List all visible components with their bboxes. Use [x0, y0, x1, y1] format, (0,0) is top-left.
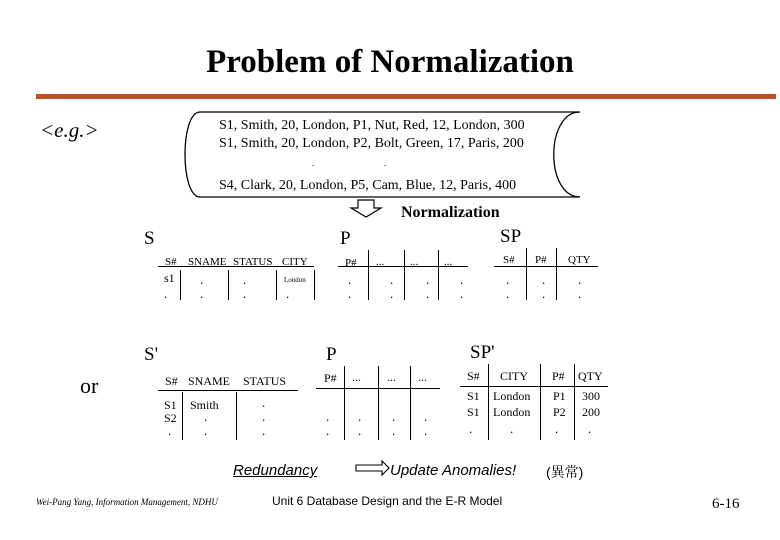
column-header: QTY	[568, 254, 591, 266]
cell: London	[284, 276, 306, 284]
column-header: CITY	[500, 369, 528, 383]
table-p-name: P	[326, 344, 337, 365]
cell: S1	[467, 389, 480, 403]
cell: London	[493, 405, 531, 419]
anomaly-note: (異常)	[546, 464, 584, 480]
cell: 300	[582, 389, 600, 403]
cell: S1	[164, 398, 177, 412]
column-header: ...	[352, 370, 361, 384]
cell: 200	[582, 405, 600, 419]
footer-author: Wei-Pang Yang, Information Management, NDHU	[36, 497, 218, 507]
column-header: ...	[418, 370, 427, 384]
redundancy-label: Redundancy	[233, 462, 318, 479]
cell: London	[493, 389, 531, 403]
cell: P1	[553, 389, 566, 403]
cell: s1	[164, 271, 175, 285]
column-header: ...	[376, 256, 385, 268]
down-arrow-icon	[351, 200, 381, 217]
table-s-name: S	[144, 228, 155, 249]
column-header: SNAME	[188, 374, 231, 388]
column-header: P#	[552, 369, 565, 383]
cell: P2	[553, 405, 566, 419]
column-header: S#	[165, 374, 178, 388]
example-label: <e.g.>	[40, 118, 99, 142]
record-line: S1, Smith, 20, London, P2, Bolt, Green, 17, Paris, 200	[219, 136, 524, 151]
normalization-label: Normalization	[401, 204, 500, 221]
column-header: P#	[324, 371, 337, 385]
column-header: S#	[503, 254, 515, 266]
table-s-prime-name: S'	[144, 344, 158, 365]
column-header: S#	[165, 256, 177, 268]
column-header: ...	[410, 256, 419, 268]
table-p-name: P	[340, 228, 351, 249]
column-header: P#	[345, 257, 357, 269]
update-anomalies-label: Update Anomalies!	[390, 462, 517, 479]
right-arrow-icon	[356, 461, 389, 475]
column-header: P#	[535, 254, 547, 266]
footer-unit: Unit 6 Database Design and the E-R Model	[272, 494, 503, 508]
or-label: or	[80, 373, 99, 398]
column-header: S#	[467, 369, 480, 383]
column-header: SNAME	[188, 256, 227, 268]
record-line: S1, Smith, 20, London, P1, Nut, Red, 12, London, 300	[219, 118, 525, 133]
table-sp-prime-name: SP'	[470, 342, 495, 363]
column-header: STATUS	[243, 374, 287, 388]
cell: S2	[164, 411, 177, 425]
cell: Smith	[190, 398, 219, 412]
column-header: ...	[444, 256, 453, 268]
slide-title: Problem of Normalization	[206, 44, 574, 80]
table-sp-name: SP	[500, 226, 522, 247]
column-header: ...	[387, 370, 396, 384]
cell: S1	[467, 405, 480, 419]
column-header: QTY	[578, 369, 603, 383]
column-header: CITY	[282, 256, 308, 268]
record-line: S4, Clark, 20, London, P5, Cam, Blue, 12, Paris, 400	[219, 178, 517, 193]
page-number: 6-16	[712, 496, 740, 512]
column-header: STATUS	[233, 256, 273, 268]
